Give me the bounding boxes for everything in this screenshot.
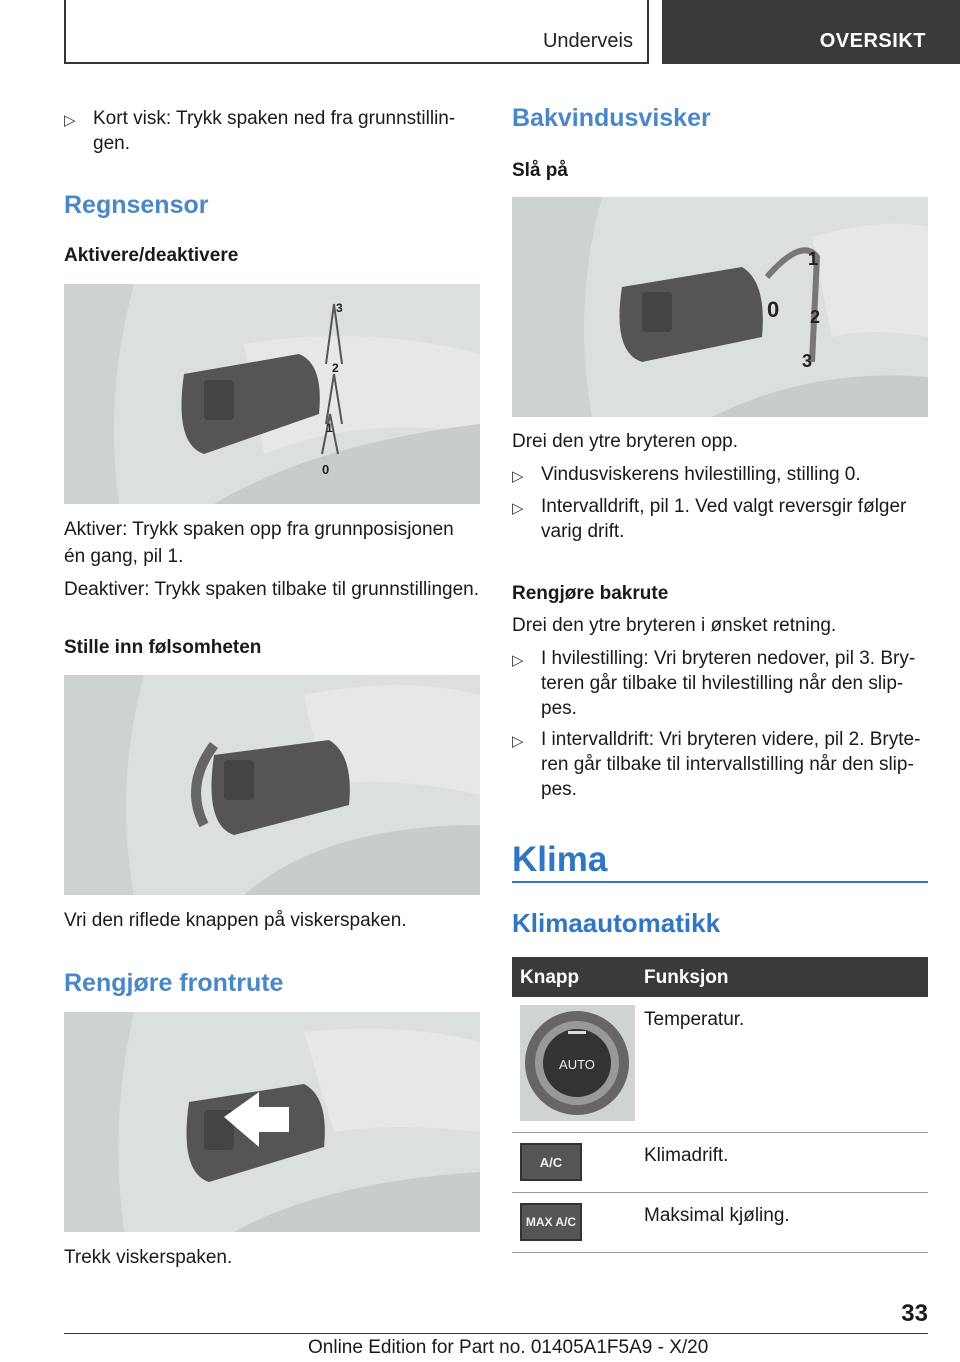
bullet-i-hvilestilling xyxy=(512,646,928,721)
table-row xyxy=(512,1133,928,1193)
footer-edition: Online Edition for Part no. 01405A1F5A9 - X/20 xyxy=(308,1337,709,1358)
figure-sensitivity-wheel xyxy=(64,675,480,895)
arrow-label-2: 2 xyxy=(810,307,821,327)
bullet-hvilestilling xyxy=(512,462,928,487)
page-number: 33 xyxy=(901,1300,928,1327)
triangle-bullet-icon: ▷ xyxy=(512,468,524,485)
arrow-label-3: 3 xyxy=(802,351,813,371)
bullet-text: I hvilestilling: Vri bryteren nedover, pil 3. Bry-teren går tilbake til hvilestilling når den slip-pes. xyxy=(541,648,916,719)
figure-front-washer-lever xyxy=(64,1012,480,1232)
chapter-tab[interactable] xyxy=(662,0,960,64)
deaktiver-text: Deaktiver: Trykk spaken tilbake til grunnstillingen. xyxy=(64,579,480,600)
ac-button-label: A/C xyxy=(539,1154,563,1170)
ac-button-image[interactable] xyxy=(520,1143,582,1181)
bullet-text: Kort visk: Trykk spaken ned fra grunnstillin-gen. xyxy=(93,108,456,154)
triangle-bullet-icon: ▷ xyxy=(512,733,524,750)
drei-text: Drei den ytre bryteren opp. xyxy=(512,431,739,452)
triangle-bullet-icon: ▷ xyxy=(512,652,524,669)
bullet-text: Intervalldrift, pil 1. Ved valgt reversgir følger varig drift. xyxy=(541,496,907,542)
table-header xyxy=(512,957,928,997)
arrow-label-2: 2 xyxy=(332,361,339,375)
auto-button-image[interactable] xyxy=(520,1005,635,1121)
bullet-text: Vindusviskerens hvilestilling, stilling 0. xyxy=(541,464,861,485)
section-tab-label: Underveis xyxy=(542,30,633,52)
bullet-kort-visk xyxy=(64,106,480,156)
frontrute-text: Trekk viskerspaken. xyxy=(64,1247,233,1268)
aktiver-text: Aktiver: Trykk spaken opp fra grunnposisjonen én gang, pil 1. xyxy=(64,519,454,567)
function-text: Klimadrift. xyxy=(644,1145,729,1166)
heading-regnsensor: Regnsensor xyxy=(64,191,209,219)
heading-rengjore-bakrute: Rengjøre bakrute xyxy=(512,583,669,604)
bullet-i-intervalldrift xyxy=(512,727,928,802)
auto-button-label: AUTO xyxy=(559,1057,595,1072)
heading-folsomhet: Stille inn følsomheten xyxy=(64,637,262,658)
folsomhet-text: Vri den riflede knappen på viskerspaken. xyxy=(64,910,407,931)
bullet-text: I intervalldrift: Vri bryteren videre, pil 2. Bryte-ren går tilbake til intervallstilling når den slip-pes. xyxy=(541,729,921,800)
triangle-bullet-icon: ▷ xyxy=(64,112,76,129)
figure-rear-wiper-switch xyxy=(512,197,928,417)
figure-rain-sensor-lever xyxy=(64,284,480,504)
col-knapp: Knapp xyxy=(520,967,580,988)
bullet-intervalldrift xyxy=(512,494,928,544)
table-row xyxy=(512,997,928,1133)
arrow-label-0: 0 xyxy=(322,462,330,477)
arrow-label-3: 3 xyxy=(336,301,343,315)
rengjore-text: Drei den ytre bryteren i ønsket retning. xyxy=(512,615,837,636)
heading-bakvindusvisker: Bakvindusvisker xyxy=(512,104,711,132)
function-text: Maksimal kjøling. xyxy=(644,1205,790,1226)
position-label-0: 0 xyxy=(767,297,780,322)
heading-sla-pa: Slå på xyxy=(512,160,568,181)
footer-rule xyxy=(64,1333,928,1334)
heading-klima: Klima xyxy=(512,840,608,879)
max-ac-button-image[interactable] xyxy=(520,1203,582,1241)
klima-table xyxy=(512,957,928,1253)
max-ac-button-label: MAX A/C xyxy=(525,1215,577,1229)
heading-klimaautomatikk: Klimaautomatikk xyxy=(512,908,721,938)
arrow-label-1: 1 xyxy=(808,249,819,269)
triangle-bullet-icon: ▷ xyxy=(512,500,524,517)
table-row xyxy=(512,1193,928,1253)
arrow-label-1: 1 xyxy=(326,421,333,435)
heading-frontrute: Rengjøre frontrute xyxy=(64,969,284,997)
chapter-tab-label: OVERSIKT xyxy=(819,30,926,52)
function-text: Temperatur. xyxy=(644,1009,745,1030)
section-tab[interactable] xyxy=(64,0,649,64)
klima-rule xyxy=(512,881,928,883)
col-funksjon: Funksjon xyxy=(644,967,729,988)
heading-aktivere: Aktivere/deaktivere xyxy=(64,245,239,266)
